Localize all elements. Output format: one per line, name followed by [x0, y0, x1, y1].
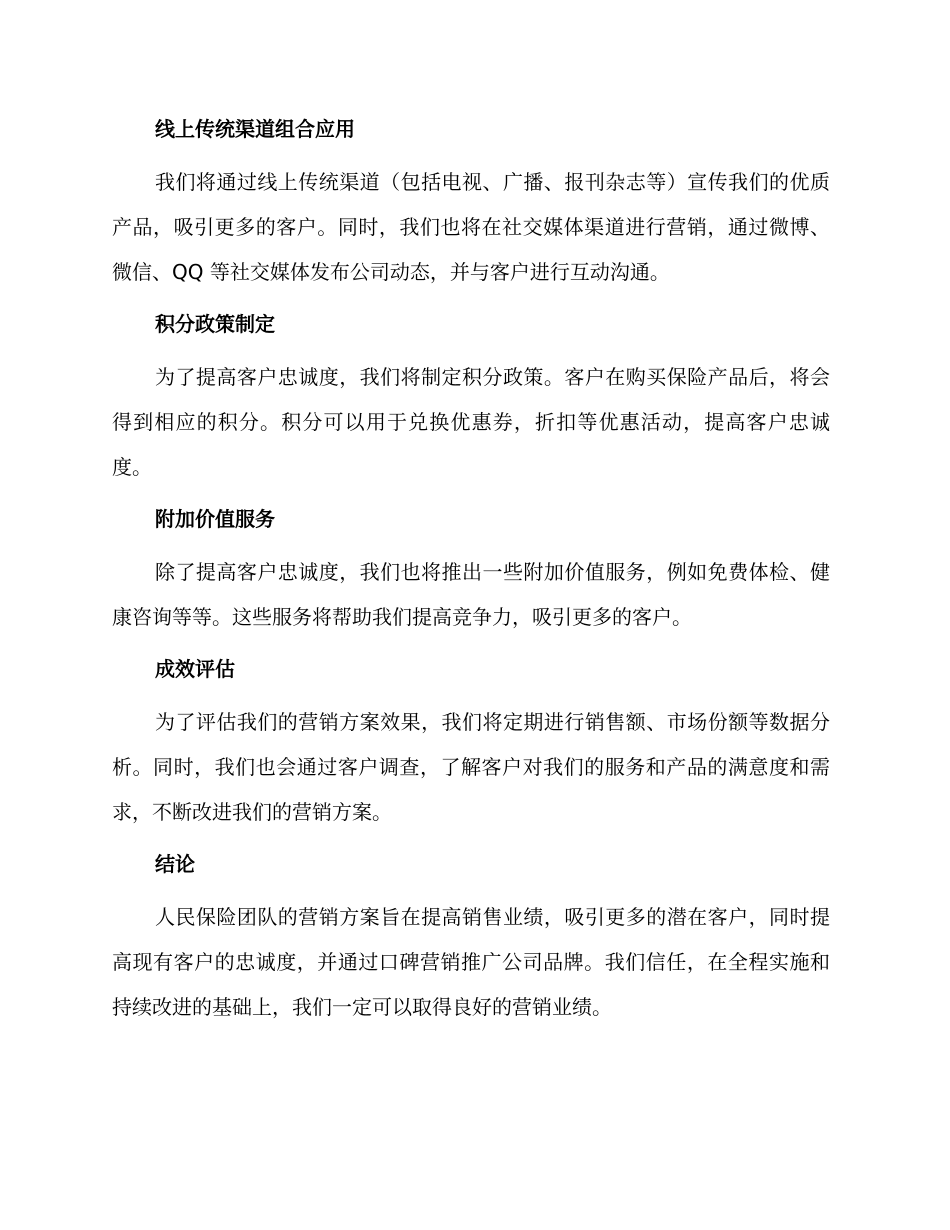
section-heading-online-channels: 线上传统渠道组合应用	[155, 117, 355, 141]
section-heading-conclusion: 结论	[155, 852, 195, 876]
section-heading-value-added-services: 附加价值服务	[155, 507, 275, 531]
section-body-conclusion: 人民保险团队的营销方案旨在提高销售业绩，吸引更多的潜在客户，同时提高现有客户的忠诚度，并通过口碑营销推广公司品牌。我们信任，在全程实施和持续改进的基础上，我们一定可以取得良好的营销业绩。	[112, 905, 830, 1019]
section-heading-points-policy: 积分政策制定	[155, 312, 275, 336]
section-body-effect-evaluation: 为了评估我们的营销方案效果，我们将定期进行销售额、市场份额等数据分析。同时，我们也会通过客户调查，了解客户对我们的服务和产品的满意度和需求，不断改进我们的营销方案。	[112, 710, 830, 824]
section-body-value-added-services: 除了提高客户忠诚度，我们也将推出一些附加价值服务，例如免费体检、健康咨询等等。这些服务将帮助我们提高竞争力，吸引更多的客户。	[112, 560, 830, 629]
document-page	[112, 110, 830, 1030]
section-body-points-policy: 为了提高客户忠诚度，我们将制定积分政策。客户在购买保险产品后，将会得到相应的积分。积分可以用于兑换优惠券，折扣等优惠活动，提高客户忠诚度。	[112, 365, 830, 479]
section-heading-effect-evaluation: 成效评估	[155, 657, 235, 681]
section-body-online-channels: 我们将通过线上传统渠道（包括电视、广播、报刊杂志等）宣传我们的优质产品，吸引更多的客户。同时，我们也将在社交媒体渠道进行营销，通过微博、微信、QQ 等社交媒体发布公司动态，并与客户进行互动沟通。	[112, 170, 830, 284]
